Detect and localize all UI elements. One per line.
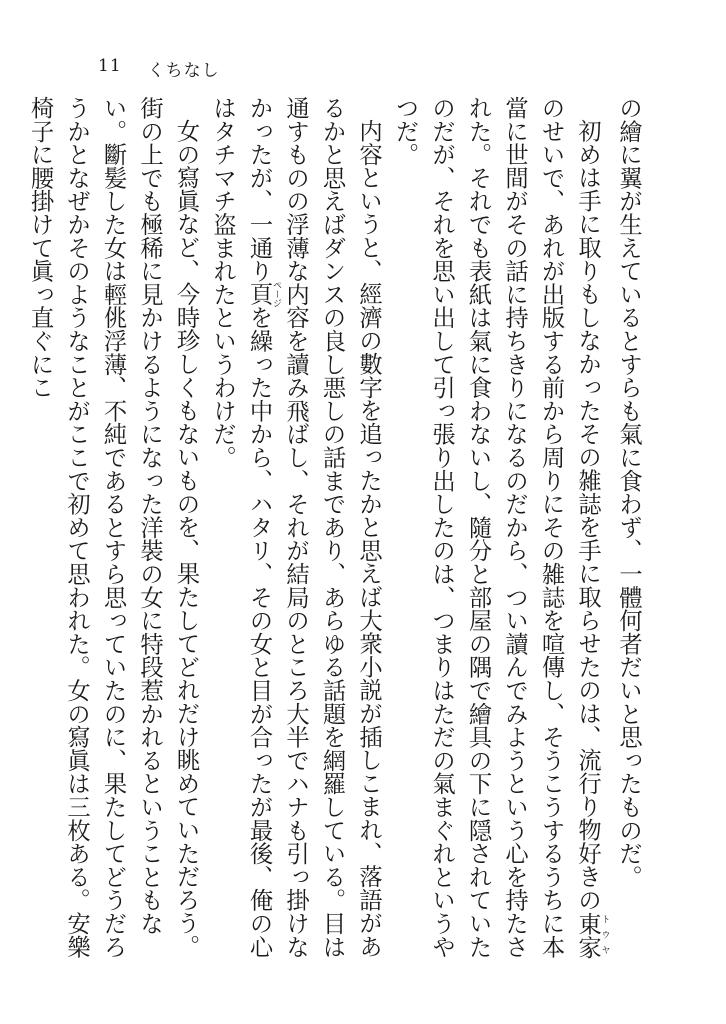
page-header [98,56,220,81]
running-title: くちなし [147,61,220,81]
text-run: のせいで、あれが出版する前から周りにその雑誌を喧傳し、そうこうするうちに本當に世間がその話に持ちきりになるのだから、つい讀んでみようという心を持たされた。それでも表紙は氣に食わないし、隨分と部屋の隅で繪具の下に隠されていたのだが、それを思い出して引っ張り出したのは、つまりはただの氣まぐれというやつだ。 [391,96,565,959]
text-run: 内容というと、經濟の數字を追ったかと思えば大衆小説が插しこまれ、落語があるかと思えばダンスの良し悪しの話まであり、あらゆる話題を網羅している。目は通すものの浮薄な内容を讀み飛ばし、それが結局のところ大半でハナも引っ掛けなかったが、一通り [245,96,382,959]
paragraph [21,96,204,976]
page-number: 11 [98,56,122,76]
ruby-word [245,280,281,308]
ruby-base: 東家 [574,911,601,959]
text-run: 女の寫眞など、今時珍しくもないものを、果たしてどれだけ眺めていただろう。街の上でも極稀に見かけるようになった洋裝の女に特段惹かれるということもない。斷髪した女は輕佻浮薄、不純であるとすら思っていたのに、果たしてどうだろうかとなぜかそのようなことがここで初めて思われた。女の寫眞は三枚ある。安樂椅子に腰掛けて眞っ直ぐにこ [26,96,200,959]
text-run: 初めは手に取りもしなかったその雑誌を手に取らせたのは、流行り物好きの [574,119,601,912]
ruby-base: 頁 [245,280,273,308]
body-text [26,96,646,976]
text-run: の繪に翼が生えているとすらも氣に食わず、一體何者だいと思ったものだ。 [615,96,642,889]
text-run: を繰った中から、ハタリ、その女と目が合ったが最後、俺の心はタチマチ盗まれたというわけだ。 [209,96,273,959]
ruby-reading: トウヤ [599,911,610,959]
paragraph [204,96,387,976]
paragraph [386,96,610,976]
paragraph [610,96,647,976]
ruby-reading: ページ [271,280,281,308]
ruby-word [574,911,610,959]
